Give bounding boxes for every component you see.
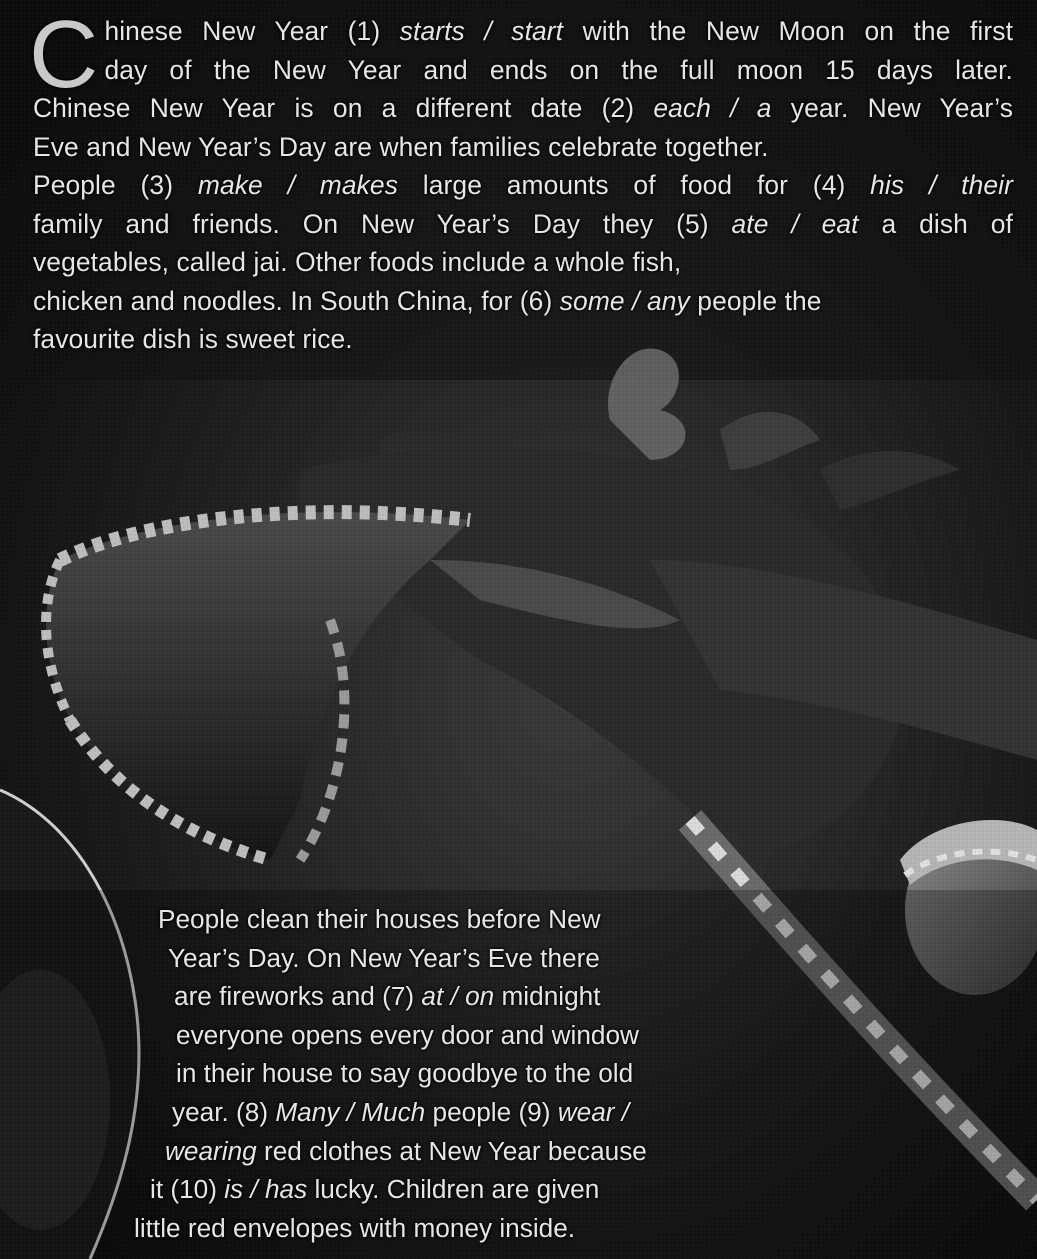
p2-line-7: wearing red clothes at New Year because xyxy=(165,1135,647,1166)
p1-line-1: hinese New Year (1) starts / start with the New Moon on the first xyxy=(104,16,1014,46)
p1-line-5: People (3) make / makes large amounts of food for (4) his / their xyxy=(33,170,1013,200)
choice-1: starts / start xyxy=(399,16,564,46)
p1-line-3: Chinese New Year is on a different date (2) each / a year. New Year’s xyxy=(33,93,1013,123)
p1-line-4: Eve and New Year’s Day are when families celebrate together. xyxy=(33,131,769,162)
choice-6: some / any xyxy=(559,285,690,316)
p1-line-6: family and friends. On New Year’s Day they (5) ate / eat a dish of xyxy=(33,208,1013,239)
p2-line-6: year. (8) Many / Much people (9) wear / xyxy=(172,1097,630,1127)
p2-line-1: People clean their houses before New xyxy=(158,904,601,934)
choice-10: is / has xyxy=(224,1174,308,1205)
p2-line-3: are fireworks and (7) at / on midnight xyxy=(174,981,601,1012)
p2-line-2: Year’s Day. On New Year’s Eve there xyxy=(168,942,600,973)
choice-9-cont: wearing xyxy=(165,1135,257,1166)
choice-3: make / makes xyxy=(197,170,399,200)
p2-line-5: in their house to say goodbye to the old xyxy=(176,1058,634,1089)
p1-line-9: favourite dish is sweet rice. xyxy=(33,324,353,354)
choice-8: Many / Much xyxy=(275,1097,426,1127)
choice-7: at / on xyxy=(421,981,495,1012)
choice-2: each / a xyxy=(653,93,772,123)
p1-line-2: day of the New Year and ends on the full moon 15 days later. xyxy=(104,54,1013,85)
choice-5: ate / eat xyxy=(731,208,859,239)
p1-line-8: chicken and noodles. In South China, for (6) some / any people the xyxy=(33,285,822,316)
drop-cap-letter: C xyxy=(29,1,99,108)
p1-line-7: vegetables, called jai. Other foods include a whole fish, xyxy=(33,247,682,277)
choice-9: wear / xyxy=(557,1097,630,1127)
p2-line-4: everyone opens every door and window xyxy=(176,1019,639,1050)
paragraph-chinese-new-year-intro xyxy=(29,1,1014,359)
p2-line-8: it (10) is / has lucky. Children are given xyxy=(150,1174,600,1205)
p2-line-9: little red envelopes with money inside. xyxy=(134,1212,576,1243)
choice-4: his / their xyxy=(870,170,1013,200)
